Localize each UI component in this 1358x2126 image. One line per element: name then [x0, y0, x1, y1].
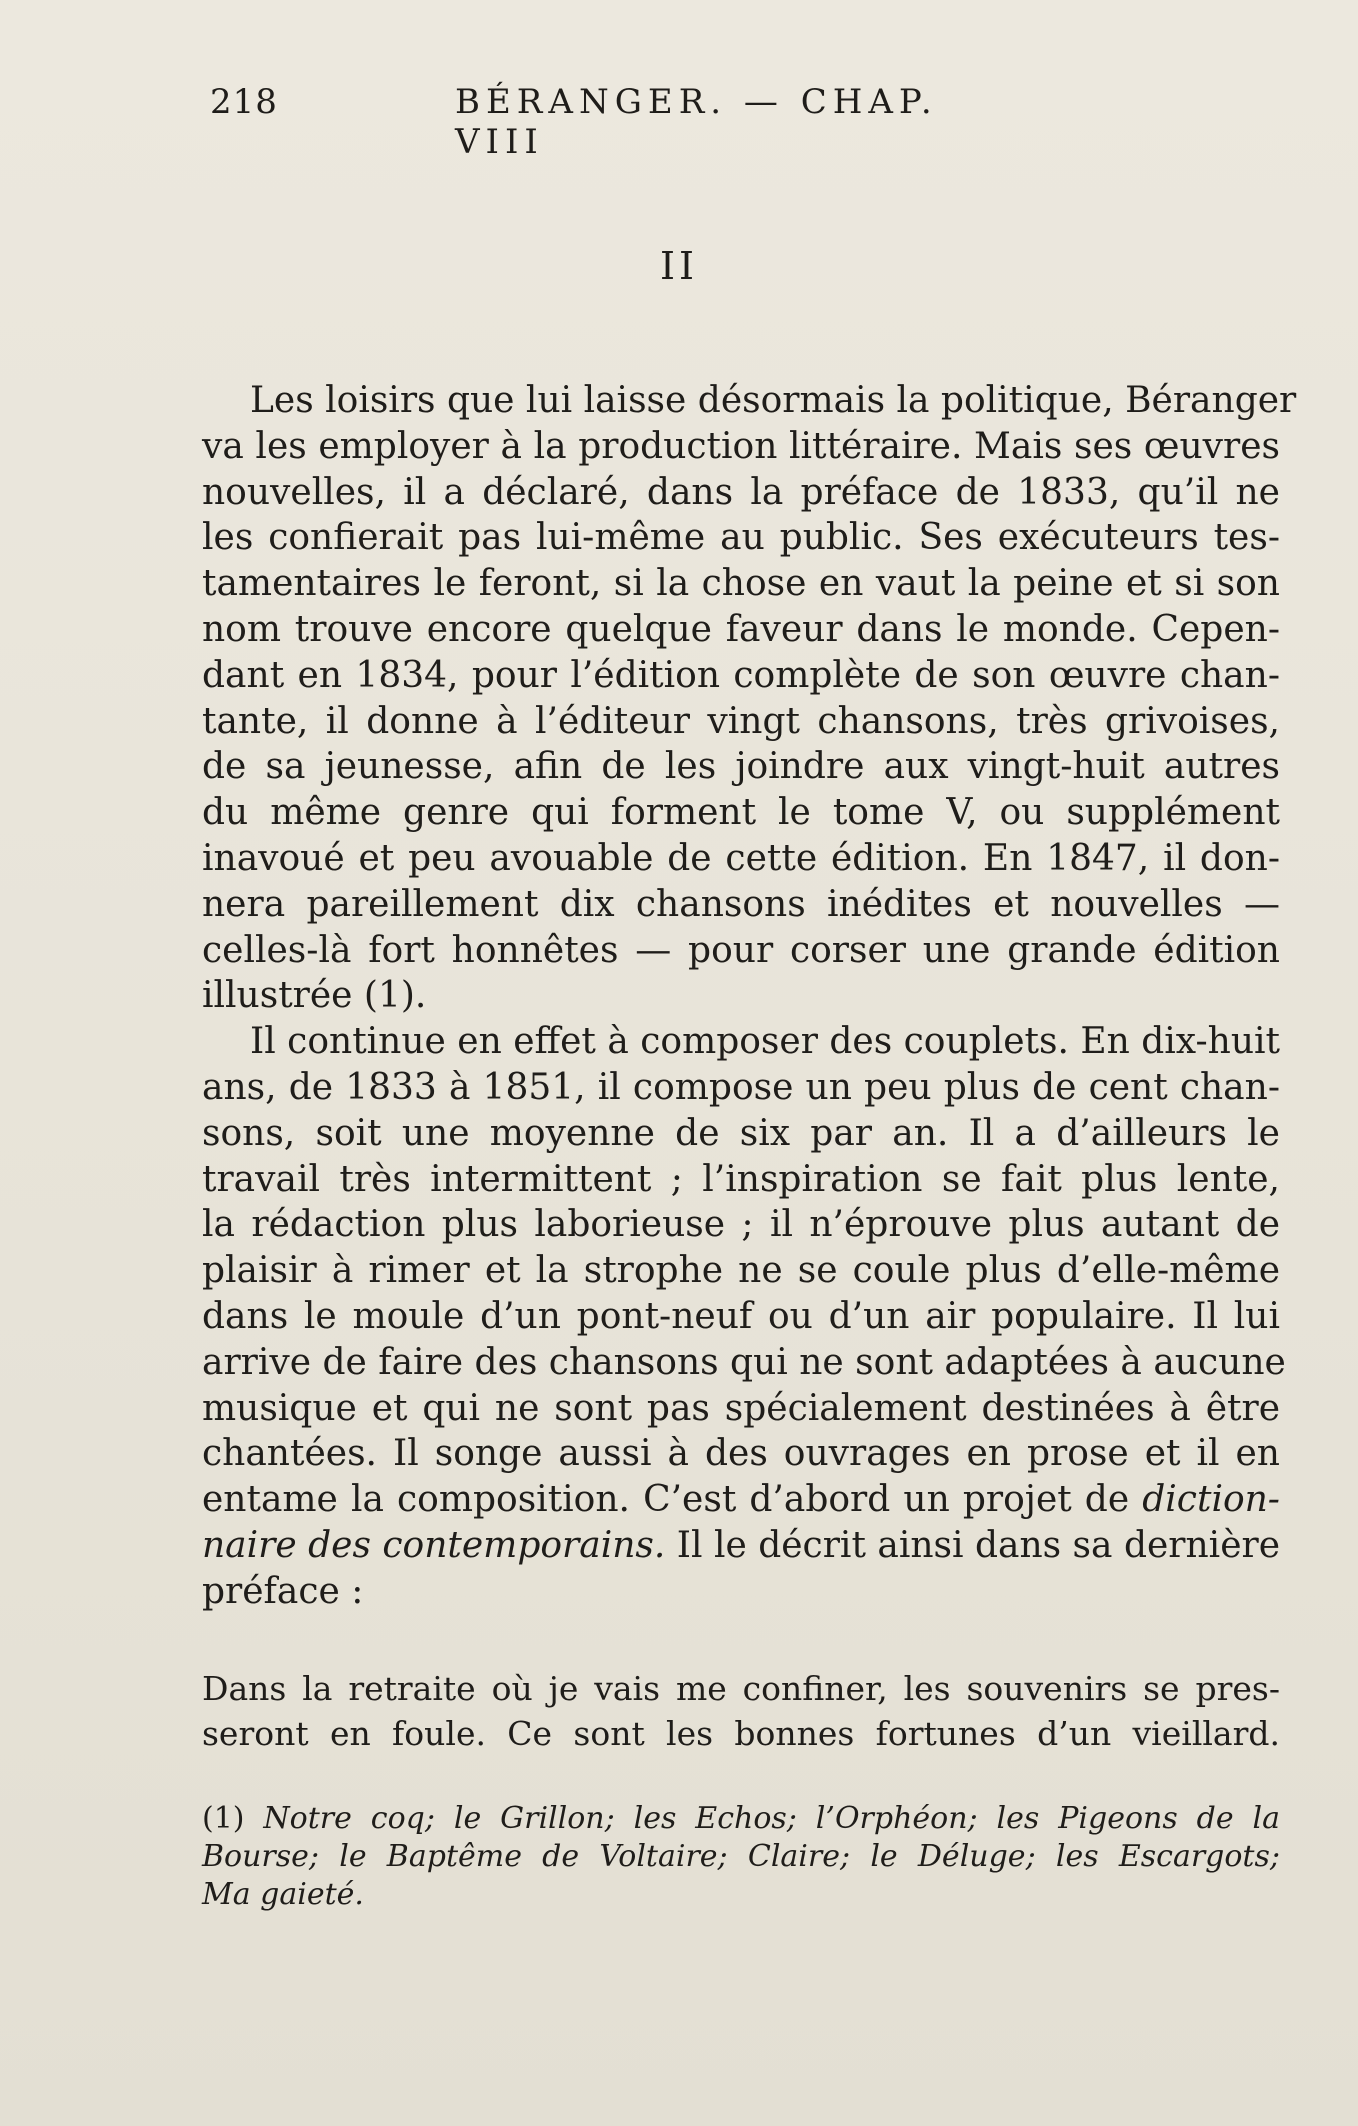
text-line: tamentaires le feront, si la chose en vaut la peine et si son — [202, 563, 1280, 605]
footnote — [202, 1800, 1280, 1914]
text-line: plaisir à rimer et la strophe ne se coule plus d’elle-même — [202, 1250, 1280, 1292]
text-line: nouvelles, il a déclaré, dans la préface de 1833, qu’il ne — [202, 471, 1280, 513]
footnote-line — [202, 1800, 1280, 1838]
text-line: sons, soit une moyenne de six par an. Il a d’ailleurs le — [202, 1112, 1280, 1154]
block-quote — [202, 1666, 1280, 1756]
text-line: nera pareillement dix chansons inédites et nouvelles — — [202, 883, 1280, 925]
text-line: dans le moule d’un pont-neuf ou d’un air populaire. Il lui — [202, 1295, 1280, 1337]
text-line: tante, il donne à l’éditeur vingt chansons, très grivoises, — [202, 700, 1280, 742]
quote-line: seront en foule. Ce sont les bonnes fortunes d’un vieillard. — [202, 1714, 1280, 1753]
page-number: 218 — [210, 82, 278, 122]
text-line: du même genre qui forment le tome V, ou supplément — [202, 792, 1280, 834]
text-line: celles-là fort honnêtes — pour corser une grande édition — [202, 929, 1280, 971]
footnote-marker: (1) — [202, 1801, 264, 1836]
italic-segment: diction- — [1142, 1479, 1280, 1521]
text-line: nom trouve encore quelque faveur dans le monde. Cepen- — [202, 608, 1280, 650]
text-line: arrive de faire des chansons qui ne sont adaptées à aucune — [202, 1341, 1286, 1383]
footnote-line — [202, 1876, 1280, 1914]
text-line-mixed — [202, 1477, 1280, 1523]
text-line: inavoué et peu avouable de cette édition. En 1847, il don- — [202, 837, 1280, 879]
text-line: chantées. Il songe aussi à des ouvrages en prose et il en — [202, 1433, 1280, 1475]
text-line: va les employer à la production littéraire. Mais ses œuvres — [202, 425, 1280, 467]
text-line: Les loisirs que lui laisse désormais la politique, Béranger — [250, 380, 1297, 421]
text-line: musique et qui ne sont pas spécialement destinées à être — [202, 1387, 1280, 1429]
quote-line: Dans la retraite où je vais me confiner, les souvenirs se pres- — [202, 1669, 1280, 1708]
text-line: la rédaction plus laborieuse ; il n’éprouve plus autant de — [202, 1204, 1280, 1246]
text-line: illustrée (1). — [202, 975, 427, 1017]
text-line: préface : — [202, 1570, 364, 1612]
text-line: dant en 1834, pour l’édition complète de son œuvre chan- — [202, 654, 1280, 696]
footnote-text: Notre coq; le Grillon; les Echos; l’Orphéon; les Pigeons de la — [263, 1801, 1281, 1836]
footnote-line — [202, 1838, 1280, 1876]
text-line-mixed — [202, 1523, 1280, 1569]
text-line: travail très intermittent ; l’inspiration se fait plus lente, — [202, 1158, 1280, 1200]
running-title: BÉRANGER. — CHAP. VIII — [455, 82, 938, 162]
text-line: de sa jeunesse, afin de les joindre aux vingt-huit autres — [202, 746, 1280, 788]
text-segment: Il le décrit ainsi dans sa dernière — [665, 1524, 1281, 1566]
text-line: ans, de 1833 à 1851, il compose un peu plus de cent chan- — [202, 1066, 1280, 1108]
section-heading: II — [659, 244, 699, 288]
text-segment: entame la composition. C’est d’abord un projet de — [202, 1479, 1130, 1521]
footnote-text: Ma gaieté. — [202, 1877, 364, 1912]
text-line: Il continue en effet à composer des couplets. En dix-huit — [250, 1021, 1280, 1063]
running-head — [210, 82, 1040, 162]
text-line: les confierait pas lui-même au public. Ses exécuteurs tes- — [202, 517, 1280, 559]
body-text — [202, 378, 1297, 1615]
footnote-text: Bourse; le Baptême de Voltaire; Claire; le Déluge; les Escargots; — [202, 1839, 1280, 1874]
paragraph-1 — [202, 378, 1297, 1019]
italic-segment: naire des contemporains. — [202, 1524, 666, 1566]
paragraph-2 — [202, 1019, 1286, 1614]
